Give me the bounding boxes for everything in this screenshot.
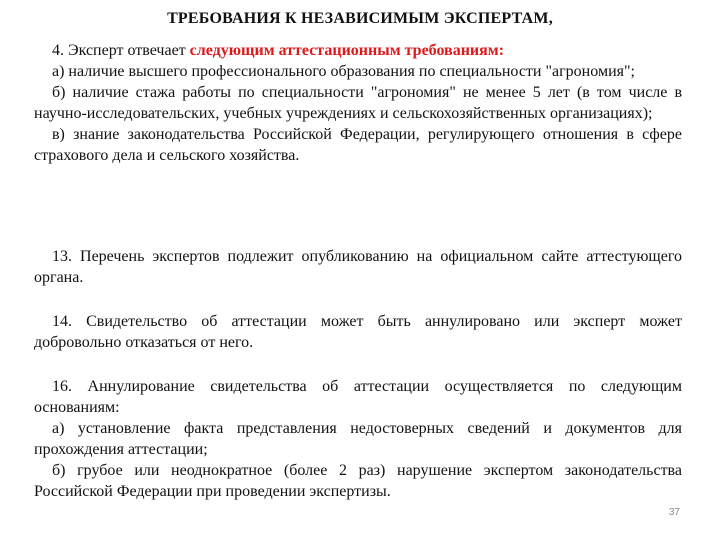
section-14-text: 14. Свидетельство об аттестации может быть аннулировано или эксперт может добровольно отказаться от него. bbox=[34, 313, 682, 351]
section-4-item-a: а) наличие высшего профессионального образования по специальности "агрономия"; bbox=[52, 63, 635, 80]
slide-title: ТРЕБОВАНИЯ К НЕЗАВИСИМЫМ ЭКСПЕРТАМ, bbox=[167, 10, 553, 27]
section-13-text: 13. Перечень экспертов подлежит опубликованию на официальном сайте аттестующего органа. bbox=[34, 248, 682, 286]
section-14 bbox=[34, 311, 682, 353]
section-16 bbox=[34, 376, 682, 502]
section-4-item-v: в) знание законодательства Российской Федерации, регулирующего отношения в сфере страхового дела и сельского хозяйства. bbox=[34, 126, 682, 164]
section-4-intro-text: 4. Эксперт отвечает bbox=[52, 42, 190, 59]
section-4-item-b: б) наличие стажа работы по специальности "агрономия" не менее 5 лет (в том числе в научно-исследовательских, учебных учреждениях и сельскохозяйственных организациях); bbox=[34, 84, 682, 122]
page-number: 37 bbox=[668, 507, 680, 518]
section-13 bbox=[34, 246, 682, 288]
section-16-intro: 16. Аннулирование свидетельства об аттестации осуществляется по следующим основаниям: bbox=[34, 378, 682, 416]
section-16-item-b: б) грубое или неоднократное (более 2 раз) нарушение экспертом законодательства Российской Федерации при проведении экспертизы. bbox=[34, 462, 682, 500]
section-4 bbox=[34, 40, 682, 166]
section-4-highlight: следующим аттестационным требованиям: bbox=[189, 42, 505, 59]
section-4-intro bbox=[34, 40, 682, 61]
section-16-item-a: а) установление факта представления недостоверных сведений и документов для прохождения аттестации; bbox=[34, 420, 682, 458]
